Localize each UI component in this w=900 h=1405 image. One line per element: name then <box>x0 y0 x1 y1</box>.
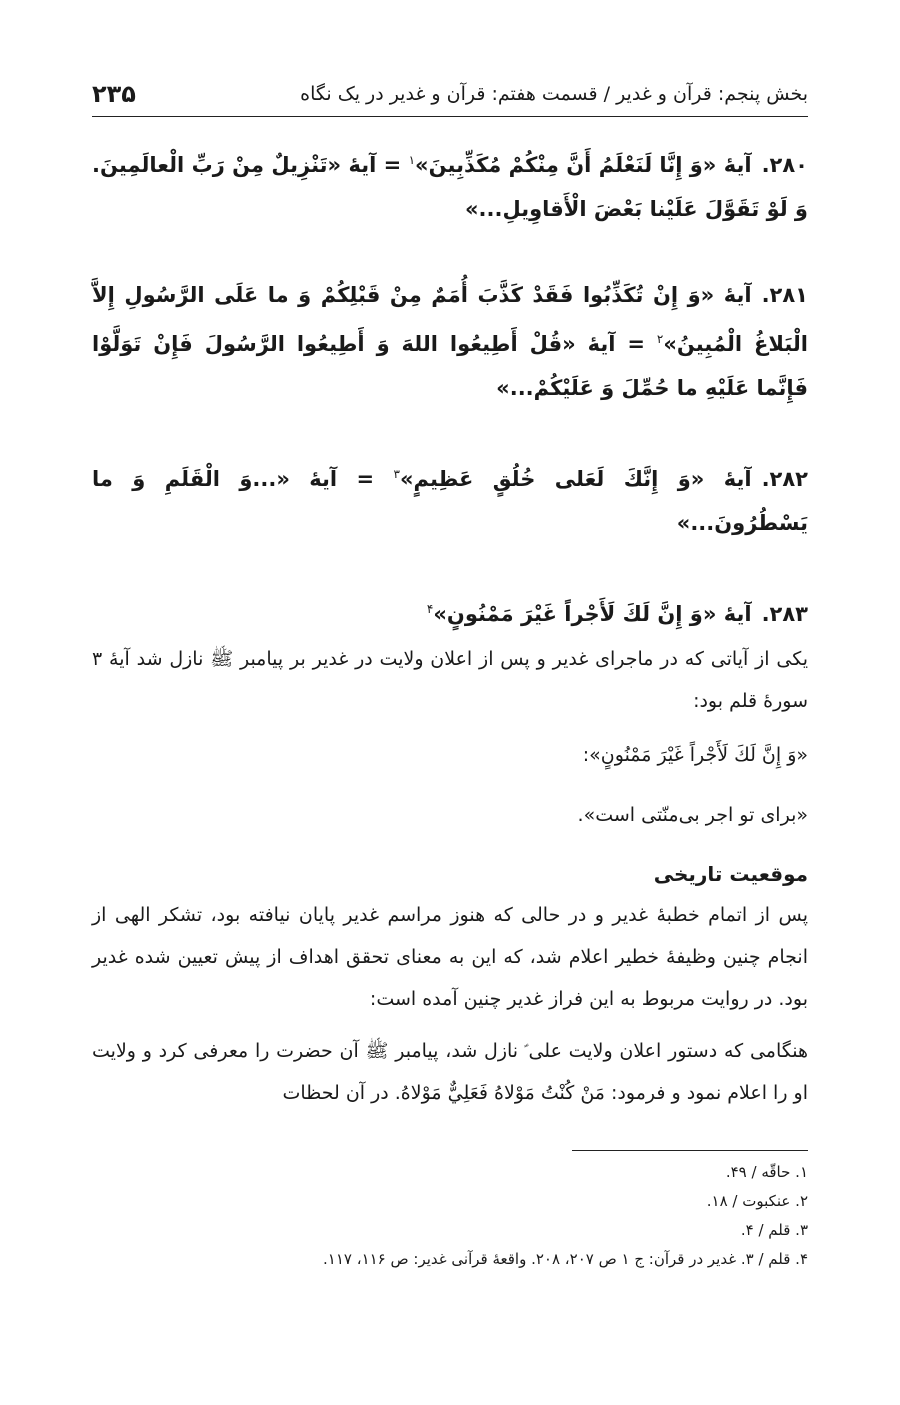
footnote-divider <box>572 1150 808 1151</box>
header-divider <box>92 116 808 117</box>
footnote-3: ۳. قلم / ۴. <box>740 1221 808 1239</box>
verse-text: آیۀ «وَ إِنَّا لَنَعْلَمُ أَنَّ مِنْكُمْ مُكَذِّبِينَ» <box>415 153 752 177</box>
footnote-ref: ۴ <box>426 602 434 616</box>
verse-text: آیۀ «وَ إِنْ تُكَذِّبُوا فَقَدْ كَذَّبَ أُمَمٌ مِنْ قَبْلِكُمْ وَ ما عَلَى الرَّسُولِ إِلاَّ الْبَلاغُ الْمُبِينُ» <box>92 283 808 356</box>
page-content <box>92 138 808 1124</box>
verse-text-cont: = آیۀ «قُلْ أَطِيعُوا اللهَ وَ أَطِيعُوا الرَّسُولَ فَإِنْ تَوَلَّوْا فَإِنَّما عَلَيْهِ ما حُمِّلَ وَ عَلَيْكُمْ...» <box>92 332 808 400</box>
page-number: ۲۳۵ <box>92 80 136 108</box>
verse-item-283 <box>92 587 808 636</box>
intro-paragraph: یکی از آیاتی که در ماجرای غدیر و پس از اعلان ولایت در غدیر بر پیامبر ﷺ نازل شد آیۀ ۳ سورۀ قلم بود: <box>92 648 808 712</box>
verse-text-cont: = آیۀ «...وَ الْقَلَمِ وَ ما يَسْطُرُونَ...» <box>92 467 808 535</box>
verse-item-282 <box>92 452 808 545</box>
item-number: ۲۸۲. <box>761 467 808 491</box>
footnote-ref: ۲ <box>656 332 664 346</box>
page-header <box>92 74 808 114</box>
running-title: بخش پنجم: قرآن و غدیر / قسمت هفتم: قرآن و غدیر در یک نگاه <box>300 83 808 105</box>
verse-item-281 <box>92 273 808 410</box>
footnote-1: ۱. حاقّه / ۴۹. <box>725 1163 808 1181</box>
item-number: ۲۸۰. <box>761 153 808 177</box>
section-heading: موقعیت تاریخی <box>653 862 808 886</box>
body-paragraph-2: هنگامی که دستور اعلان ولایت علی ؑ نازل شد، پیامبر ﷺ آن حضرت را معرفی کرد و ولایت او را اعلام نمود و فرمود: مَنْ كُنْتُ مَوْلاهُ فَعَلِيٌّ مَوْلاهُ. در آن لحظات <box>92 1040 808 1104</box>
verse-text: آیۀ «وَ إِنَّ لَكَ لَأَجْراً غَيْرَ مَمْنُونٍ» <box>433 602 752 626</box>
footnotes <box>92 1158 808 1274</box>
footnote-ref: ۳ <box>393 467 400 481</box>
footnote-4: ۴. قلم / ۳. غدیر در قرآن: ج ۱ ص ۲۰۷، ۲۰۸. واقعۀ قرآنی غدیر: ص ۱۱۶، ۱۱۷. <box>323 1250 808 1268</box>
body-paragraph-1: پس از اتمام خطبۀ غدیر و در حالی که هنوز مراسم غدیر پایان نیافته بود، تشکر الهی از انجام چنین وظیفۀ خطیر اعلام شد، که این به معنای تحقق اهداف از پیش تعیین شده غدیر بود. در روایت مربوط به این فراز غدیر چنین آمده است: <box>92 904 808 1010</box>
verse-item-280 <box>92 138 808 231</box>
verse-text: آیۀ «وَ إِنَّكَ لَعَلى خُلُقٍ عَظِيمٍ» <box>399 467 752 491</box>
footnote-ref: ۱ <box>408 153 416 167</box>
verse-text-cont: = آیۀ «تَنْزِيلٌ مِنْ رَبِّ الْعالَمِينَ. وَ لَوْ تَقَوَّلَ عَلَيْنا بَعْضَ الْأَقاوِيلِ...» <box>92 153 808 221</box>
arabic-quote: «وَ إِنَّ لَكَ لَأَجْراً غَيْرَ مَمْنُونٍ»: <box>582 744 808 766</box>
persian-translation: «برای تو اجر بی‌منّتی است». <box>577 804 808 826</box>
footnote-2: ۲. عنکبوت / ۱۸. <box>706 1192 808 1210</box>
item-number: ۲۸۱. <box>761 283 808 307</box>
item-number: ۲۸۳. <box>761 602 808 626</box>
